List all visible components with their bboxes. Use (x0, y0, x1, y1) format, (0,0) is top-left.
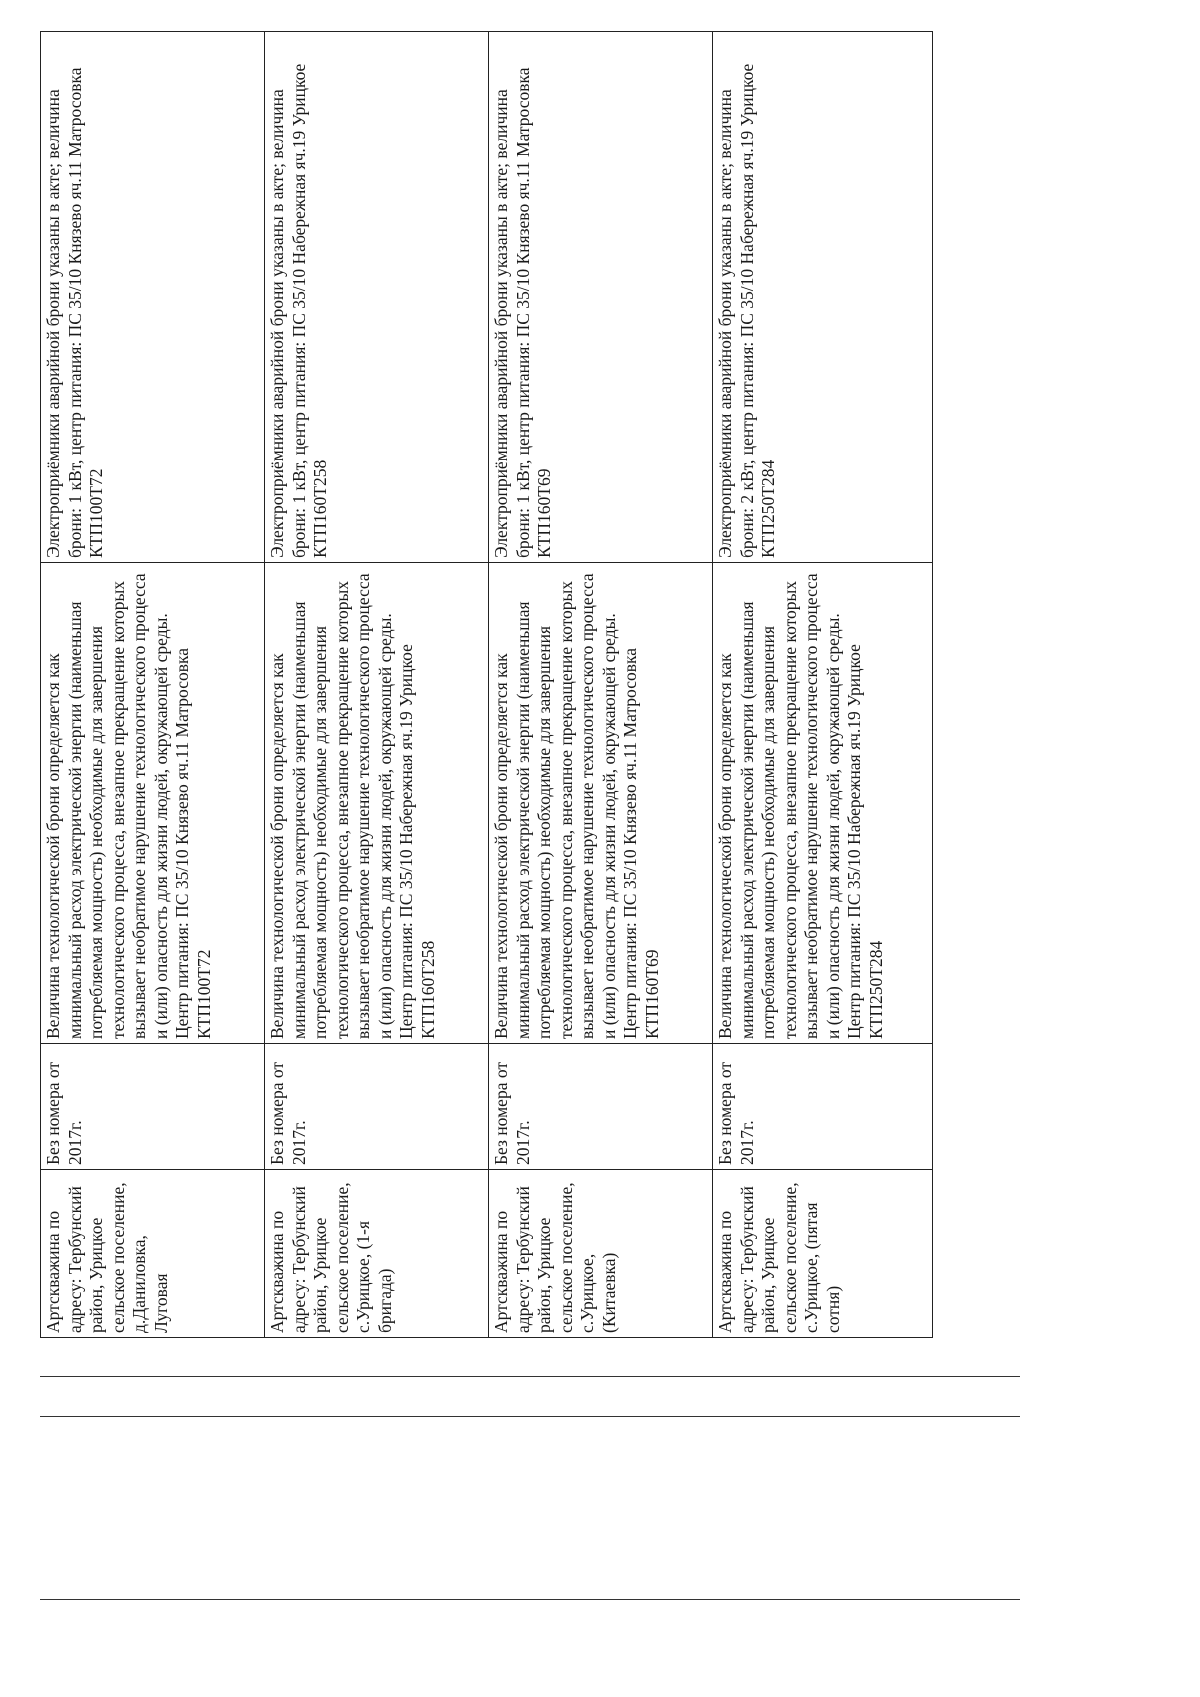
divider-line (40, 1416, 1020, 1417)
object-cell: Артскважина по адресу: Тербунский район, Урицкое сельское поселение, с.Урицкое, (1-я бригада) (265, 1170, 489, 1338)
object-cell: Артскважина по адресу: Тербунский район, Урицкое сельское поселение, с.Урицкое, (пятая сотня) (713, 1170, 933, 1338)
divider-line (40, 1376, 1020, 1377)
table-row (265, 32, 489, 1338)
emergency-reserve-cell: Электроприёмники аварийной брони указаны в акте; величина брони: 1 кВт, центр питания: ПС 35/10 Набережная яч.19 Урицкое КТП160Т258 (265, 32, 489, 563)
tech-reserve-cell: Величина технологической брони определяется как минимальный расход электрической энергии (наименьшая потребляемая мощность) необходимые для завершения технологического процесса, внезапное прекращение которых вызывает необратимое нарушение технологического процесса и (или) опасность для жизни людей, окружающей среды. Центр питания: ПС 35/10 Набережная яч.19 Урицкое КТП250Т284 (713, 563, 933, 1044)
object-cell: Артскважина по адресу: Тербунский район, Урицкое сельское поселение, д.Даниловка, Луговая (41, 1170, 265, 1338)
act-cell: Без номера от 2017г. (265, 1044, 489, 1170)
divider-line (40, 1599, 1020, 1600)
reserve-table (40, 31, 933, 1338)
act-cell: Без номера от 2017г. (713, 1044, 933, 1170)
tech-reserve-cell: Величина технологической брони определяется как минимальный расход электрической энергии (наименьшая потребляемая мощность) необходимые для завершения технологического процесса, внезапное прекращение которых вызывает необратимое нарушение технологического процесса и (или) опасность для жизни людей, окружающей среды. Центр питания: ПС 35/10 Князево яч.11 Матросовка КТП100Т72 (41, 563, 265, 1044)
object-cell: Артскважина по адресу: Тербунский район, Урицкое сельское поселение, с.Урицкое, (Китаевка) (489, 1170, 713, 1338)
tech-reserve-cell: Величина технологической брони определяется как минимальный расход электрической энергии (наименьшая потребляемая мощность) необходимые для завершения технологического процесса, внезапное прекращение которых вызывает необратимое нарушение технологического процесса и (или) опасность для жизни людей, окружающей среды. Центр питания: ПС 35/10 Князево яч.11 Матросовка КТП160Т69 (489, 563, 713, 1044)
tech-reserve-cell: Величина технологической брони определяется как минимальный расход электрической энергии (наименьшая потребляемая мощность) необходимые для завершения технологического процесса, внезапное прекращение которых вызывает необратимое нарушение технологического процесса и (или) опасность для жизни людей, окружающей среды. Центр питания: ПС 35/10 Набережная яч.19 Урицкое КТП160Т258 (265, 563, 489, 1044)
act-cell: Без номера от 2017г. (41, 1044, 265, 1170)
emergency-reserve-cell: Электроприёмники аварийной брони указаны в акте; величина брони: 1 кВт, центр питания: ПС 35/10 Князево яч.11 Матросовка КТП160Т69 (489, 32, 713, 563)
table-row (489, 32, 713, 1338)
emergency-reserve-cell: Электроприёмники аварийной брони указаны в акте; величина брони: 1 кВт, центр питания: ПС 35/10 Князево яч.11 Матросовка КТП100Т72 (41, 32, 265, 563)
act-cell: Без номера от 2017г. (489, 1044, 713, 1170)
table-row (41, 32, 265, 1338)
table-row (713, 32, 933, 1338)
emergency-reserve-cell: Электроприёмники аварийной брони указаны в акте; величина брони: 2 кВт, центр питания: ПС 35/10 Набережная яч.19 Урицкое КТП250Т284 (713, 32, 933, 563)
